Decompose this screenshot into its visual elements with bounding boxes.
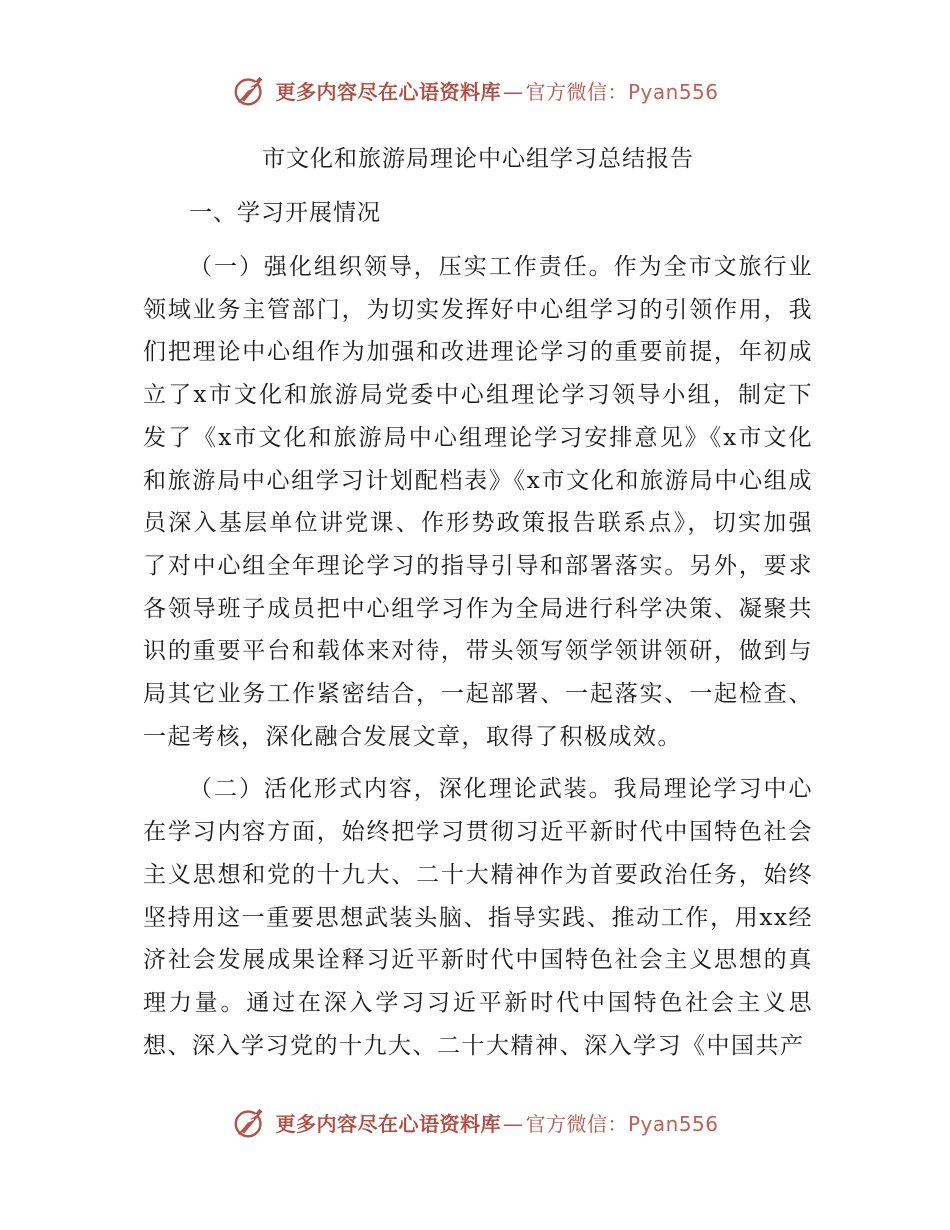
paragraph-1: （一）强化组织领导，压实工作责任。作为全市文旅行业领域业务主管部门，为切实发挥好中心组学习的引领作用，我们把理论中心组作为加强和改进理论学习的重要前提，年初成立了x市文化和旅游局党委中心组理论学习领导小组，制定下发了《x市文化和旅游局中心组理论学习安排意见》《x市文化和旅游局中心组学习计划配档表》《x市文化和旅游局中心组成员深入基层单位讲党课、作形势政策报告联系点》，切实加强了对中心组全年理论学习的指导引导和部署落实。另外，要求各领导班子成员把中心组学习作为全局进行科学决策、凝聚共识的重要平台和载体来对待，带头领写领学领讲领研，做到与局其它业务工作紧密结合，一起部署、一起落实、一起检查、一起考核，深化融合发展文章，取得了积极成效。 [143,254,813,750]
watermark-text [275,1108,718,1137]
watermark-text [275,76,718,105]
document-body [143,138,813,1077]
document-title: 市文化和旅游局理论中心组学习总结报告 [262,146,694,172]
watermark-handle: Pyan556 [627,1111,719,1136]
watermark-main-text: 更多内容尽在心语资料库 [275,1111,501,1136]
watermark-contact-label: 官方微信： [525,1111,628,1136]
feather-pen-logo-icon [231,1103,269,1141]
watermark-contact-label: 官方微信： [525,79,628,104]
watermark-main-text: 更多内容尽在心语资料库 [275,79,501,104]
footer-watermark-banner [0,1102,950,1142]
paragraph-2: （二）活化形式内容，深化理论武装。我局理论学习中心在学习内容方面，始终把学习贯彻习近平新时代中国特色社会主义思想和党的十九大、二十大精神作为首要政治任务，始终坚持用这一重要思想武装头脑、指导实践、推动工作，用xx经济社会发展成果诠释习近平新时代中国特色社会主义思想的真理力量。通过在深入学习习近平新时代中国特色社会主义思想、深入学习党的十九大、二十大精神、深入学习《中国共产 [143,776,813,1059]
watermark-handle: Pyan556 [627,79,719,104]
section-heading: 一、学习开展情况 [189,200,381,226]
watermark-separator: — [502,79,524,104]
header-watermark-banner [0,70,950,110]
feather-pen-logo-icon [231,71,269,109]
watermark-separator: — [502,1111,524,1136]
